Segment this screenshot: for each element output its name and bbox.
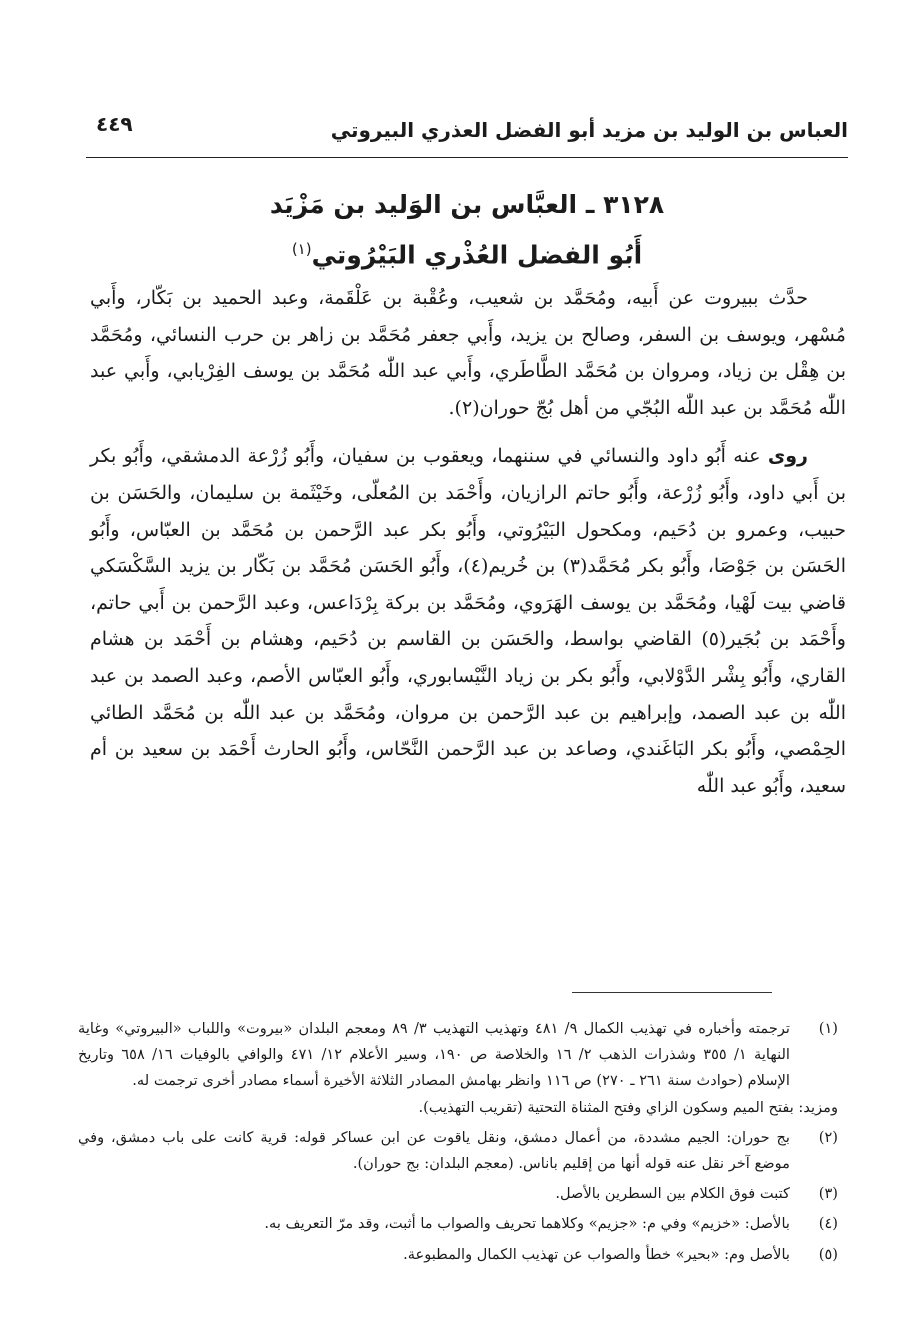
footnote-2 [78, 1125, 838, 1177]
students-text: عنه أَبُو داود والنسائي في سننهما، ويعقوب بن سفيان، وأَبُو زُرْعة الدمشقي، وأَبُو بكر بن أَبي داود، وأَبُو زُرْعة، وأَبُو حاتم الرازيان، وأَحْمَد بن المُعلّى، وخَيْثَمة بن سليمان، والحَسَن بن حبيب، وعمرو بن دُحَيم، ومكحول البَيْرُوتي، وأَبُو بكر عبد الرَّحمن بن مُحَمَّد بن العبّاس، وأَبُو الحَسَن بن جَوْصَا، وأَبُو بكر مُحَمَّد(٣) بن خُريم(٤)، وأَبُو الحَسَن مُحَمَّد بن بَكّار بن يزيد السَّكْسَكي قاضي بيت لَهْيا، ومُحَمَّد بن يوسف الهَرَوي، ومُحَمَّد بن بركة بِرْدَاعس، وعبد الرَّحمن بن أَبي حاتم، وأَحْمَد بن بُجَير(٥) القاضي بواسط، والحَسَن بن القاسم بن دُحَيم، وهشام بن أَحْمَد بن هشام القاري، وأَبُو بِشْر الدَّوْلابي، وأَبُو بكر بن زياد النَّيْسابوري، وأَبُو العبّاس الأصم، وعبد الصمد بن عبد اللّٰه بن عبد الصمد، وإبراهيم بن عبد الرَّحمن بن مروان، ومُحَمَّد بن عبد اللّٰه بن مُحَمَّد الطائي الحِمْصي، وأَبُو بكر البَاغَندي، وصاعد بن عبد الرَّحمن النَّحّاس، وأَبُو الحارث أَحْمَد بن سعيد بن أم سعيد، وأَبُو عبد اللّٰه [90, 445, 846, 797]
footnote-text: بالأصل: «خزيم» وفي م: «جزيم» وكلاهما تحريف والصواب ما أثبت، وقد مرّ التعريف به. [264, 1215, 790, 1233]
running-header [86, 112, 848, 158]
footnote-text: بالأصل وم: «بحير» خطأ والصواب عن تهذيب الكمال والمطبوعة. [403, 1245, 790, 1263]
footnote-text: كتبت فوق الكلام بين السطرين بالأصل. [555, 1185, 790, 1203]
entry-heading [86, 183, 848, 277]
running-header-title: العباس بن الوليد بن مزيد أبو الفضل العذري البيروتي [330, 118, 848, 142]
footnote-1 [78, 1016, 838, 1095]
footnote-4 [78, 1211, 838, 1237]
footnote-number: (١) [818, 1020, 838, 1037]
students-paragraph [90, 438, 846, 804]
riwaya-label: روى [767, 445, 808, 468]
footnote-reference-1: (١) [291, 240, 312, 258]
entry-heading-line-1: ٣١٢٨ ـ العبَّاس بن الوَليد بن مَزْيَد [269, 190, 665, 219]
footnote-separator [572, 992, 772, 993]
footnote-number: (٢) [818, 1128, 838, 1146]
entry-body [90, 280, 846, 804]
footnote-text: بج حوران: الجيم مشددة، من أعمال دمشق، ونقل ياقوت عن ابن عساكر قوله: قرية كانت على باب دمشق، وفي موضع آخر نقل عنه قوله أنها من إقليم باناس. (معجم البلدان: بج حوران). [78, 1128, 790, 1173]
entry-kunya: أَبُو الفضل العُذْري البَيْرُوتي [311, 240, 643, 270]
footnote-text: ومزيد: بفتح الميم وسكون الزاي وفتح المثناة التحتية (تقريب التهذيب). [418, 1098, 838, 1116]
entry-heading-line-2 [86, 227, 848, 277]
footnote-number: (٣) [818, 1185, 838, 1203]
footnote-number: (٥) [818, 1245, 838, 1263]
footnote-text: ترجمته وأخباره في تهذيب الكمال ٩/ ٤٨١ وتهذيب التهذيب ٣/ ٨٩ ومعجم البلدان «بيروت» واللباب «البيروتي» وغاية النهاية ١/ ٣٥٥ وشذرات الذهب ٢/ ١٦ والخلاصة ص ١٩٠، وسير الأعلام ١٢/ ٤٧١ والوافي بالوفيات ١٦/ ٦٥٨ وتاريخ الإسلام (حوادث سنة ٢٦١ ـ ٢٧٠) ص ١١٦ وانظر بهامش المصادر الثلاثة الأخيرة أسماء مصادر أخرى ترجمت له. [78, 1020, 790, 1090]
footnote-5 [78, 1242, 838, 1268]
page-number: ٤٤٩ [96, 112, 133, 136]
footnote-number: (٤) [818, 1215, 838, 1233]
teachers-paragraph: حدَّث ببيروت عن أَبيه، ومُحَمَّد بن شعيب، وعُقْبة بن عَلْقَمة، وعبد الحميد بن بَكّار، وأَبي مُسْهر، ويوسف بن السفر، وصالح بن يزيد، وأَبي جعفر مُحَمَّد بن زاهر بن حرب النسائي، ومُحَمَّد بن هِقْل بن زياد، ومروان بن مُحَمَّد الطَّاطَري، وأَبي عبد اللّٰه مُحَمَّد بن يوسف الفِرْيابي، وأَبي عبد اللّٰه مُحَمَّد بن عبد اللّٰه البُجّي من أهل بُجّ حوران(٢). [90, 287, 846, 419]
footnote-1-continuation [78, 1095, 838, 1121]
header-rule [86, 157, 848, 158]
footnotes [78, 1016, 838, 1268]
footnote-3 [78, 1181, 838, 1207]
